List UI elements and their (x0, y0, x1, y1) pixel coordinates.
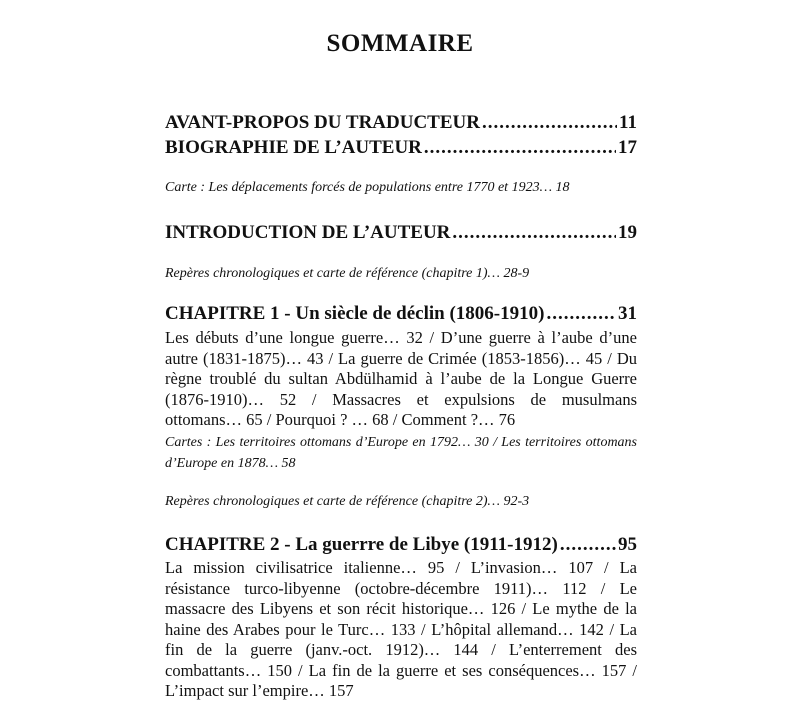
page-title: SOMMAIRE (326, 30, 474, 57)
toc-entry-page: 11 (619, 112, 637, 133)
toc-entry-label: INTRODUCTION DE L’AUTEUR (165, 222, 451, 243)
toc-entry-avant-propos (165, 112, 637, 134)
toc-entry-page: 19 (618, 222, 637, 243)
chapitre-1-summary: Les débuts d’une longue guerre… 32 / D’une guerre à l’aube d’une autre (1831-1875)… 43 / La guerre de Crimée (1853-1856)… 45 / Du règne troublé du sultan Abdülhamid à l’aube de la Longue Guerre (1876-1910)… 52 / Massacres et expulsions de musulmans ottomans… 65 / Pourquoi ? … 68 / Comment ?… 76 (165, 328, 637, 429)
note-reperes-chapitre-1: Repères chronologiques et carte de référence (chapitre 1)… 28-9 (165, 266, 530, 281)
leader-dots (546, 303, 616, 325)
toc-entry-label: CHAPITRE 2 - La guerrre de Libye (1911-1912) (165, 534, 558, 555)
toc-entry-page: 17 (618, 137, 637, 158)
toc-entry-chapitre-1 (165, 303, 637, 325)
leader-dots (482, 112, 617, 134)
chapitre-1-cartes: Cartes : Les territoires ottomans d’Europe en 1792… 30 / Les territoires ottomans d’Europe en 1878… 58 (165, 435, 637, 471)
note-carte-populations: Carte : Les déplacements forcés de populations entre 1770 et 1923… 18 (165, 180, 570, 195)
chapitre-2-summary: La mission civilisatrice italienne… 95 / L’invasion… 107 / La résistance turco-libyenne (octobre-décembre 1911)… 112 / Le massacre des Libyens et son récit historique… 126 / Le mythe de la haine des Arabes pour le Turc… 133 / L’hôpital allemand… 142 / La fin de la guerre (janv.-oct. 1912)… 144 / L’enterrement des combattants… 150 / La fin de la guerre et ses conséquences… 157 / L’impact sur l’empire… 157 (165, 558, 637, 700)
toc-entry-label: CHAPITRE 1 - Un siècle de déclin (1806-1910) (165, 303, 545, 324)
toc-entry-label: AVANT-PROPOS DU TRADUCTEUR (165, 112, 480, 133)
toc-entry-page: 95 (618, 534, 637, 555)
toc-entry-chapitre-2 (165, 534, 637, 556)
note-reperes-chapitre-2: Repères chronologiques et carte de référence (chapitre 2)… 92-3 (165, 494, 530, 509)
toc-entry-label: BIOGRAPHIE DE L’AUTEUR (165, 137, 422, 158)
leader-dots (452, 222, 616, 244)
leader-dots (560, 534, 616, 556)
leader-dots (424, 137, 616, 159)
toc-entry-introduction (165, 222, 637, 244)
toc-entry-biographie (165, 137, 637, 159)
toc-entry-page: 31 (618, 303, 637, 324)
